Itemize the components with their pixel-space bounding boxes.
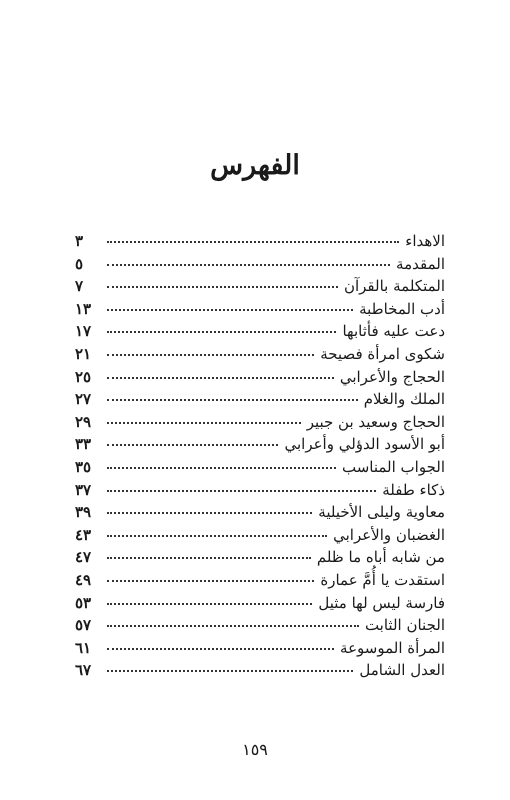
dot-leader xyxy=(107,557,311,559)
toc-row xyxy=(75,275,445,298)
toc-entry-title: الجنان الثابت xyxy=(364,616,445,635)
toc-entry-page: ٧ xyxy=(75,277,84,296)
toc-entry-title: المتكلمة بالقرآن xyxy=(343,277,445,296)
toc-entry-page: ٣٧ xyxy=(75,480,92,499)
toc-entry-title: الغضبان والأعرابي xyxy=(333,525,445,544)
toc-row xyxy=(75,366,445,389)
dot-leader xyxy=(107,512,312,514)
toc-entry-title: ذكاء طفلة xyxy=(382,480,445,499)
dot-leader xyxy=(107,422,301,424)
toc-entry-title: أدب المخاطبة xyxy=(359,299,445,318)
toc-entry-title: أبو الأسود الدؤلي وأعرابي xyxy=(284,435,445,454)
toc-entry-page: ٣٩ xyxy=(75,503,92,522)
toc-entry-title: من شابه أباه ما ظلم xyxy=(316,548,445,567)
toc-row xyxy=(75,569,445,592)
dot-leader xyxy=(107,264,390,266)
toc-row xyxy=(75,524,445,547)
toc-entry-title: المرأة الموسوعة xyxy=(340,638,445,657)
toc-entry-page: ٢٩ xyxy=(75,412,92,431)
toc-entry-page: ١٣ xyxy=(75,299,92,318)
toc-entry-page: ١٧ xyxy=(75,322,92,341)
toc-entry-page: ٣٣ xyxy=(75,435,92,454)
toc-row xyxy=(75,411,445,434)
toc-row xyxy=(75,320,445,343)
dot-leader xyxy=(107,377,334,379)
toc-entry-page: ٢١ xyxy=(75,344,92,363)
toc-entry-title: استقدت يا أُمَّ عمارة xyxy=(320,570,445,589)
toc-row xyxy=(75,456,445,479)
toc-entry-page: ٦١ xyxy=(75,638,92,657)
toc-entry-page: ٤٣ xyxy=(75,525,92,544)
toc-row xyxy=(75,501,445,524)
toc-entry-page: ٦٧ xyxy=(75,661,92,680)
dot-leader xyxy=(107,309,353,311)
dot-leader xyxy=(107,625,359,627)
dot-leader xyxy=(107,648,334,650)
dot-leader xyxy=(107,444,278,446)
dot-leader xyxy=(107,331,336,333)
toc-row xyxy=(75,659,445,682)
toc-entry-page: ٥٧ xyxy=(75,616,92,635)
toc-row xyxy=(75,614,445,637)
toc-entry-page: ٢٧ xyxy=(75,390,92,409)
dot-leader xyxy=(107,535,327,537)
toc-row xyxy=(75,298,445,321)
table-of-contents xyxy=(75,230,445,682)
toc-row xyxy=(75,546,445,569)
dot-leader xyxy=(107,354,314,356)
toc-entry-title: الملك والغلام xyxy=(363,390,445,409)
toc-row xyxy=(75,479,445,502)
toc-entry-title: الاهداء xyxy=(405,232,445,250)
toc-row xyxy=(75,592,445,615)
toc-entry-title: معاوية وليلى الأخيلية xyxy=(318,503,445,522)
toc-row xyxy=(75,343,445,366)
toc-entry-page: ٢٥ xyxy=(75,367,92,386)
toc-entry-page: ٥٣ xyxy=(75,593,92,612)
dot-leader xyxy=(107,580,314,582)
toc-entry-title: العدل الشامل xyxy=(359,661,445,680)
dot-leader xyxy=(107,670,353,672)
dot-leader xyxy=(107,286,338,288)
toc-row xyxy=(75,637,445,660)
toc-entry-page: ٣٥ xyxy=(75,457,92,476)
toc-entry-title: الجواب المناسب xyxy=(341,457,445,476)
toc-entry-page: ٥ xyxy=(75,254,84,273)
toc-row xyxy=(75,230,445,253)
dot-leader xyxy=(107,241,399,243)
toc-entry-page: ٤٩ xyxy=(75,570,92,589)
toc-entry-title: الحجاج والأعرابي xyxy=(339,367,445,386)
toc-row xyxy=(75,253,445,276)
toc-entry-page: ٤٧ xyxy=(75,548,92,567)
toc-entry-title: فارسة ليس لها مثيل xyxy=(318,593,445,612)
toc-row xyxy=(75,388,445,411)
toc-entry-title: الحجاج وسعيد بن جبير xyxy=(306,412,445,431)
dot-leader xyxy=(107,467,336,469)
toc-entry-page: ٣ xyxy=(75,232,84,250)
toc-row xyxy=(75,433,445,456)
dot-leader xyxy=(107,399,358,401)
page-title: الفهرس xyxy=(210,150,300,181)
toc-entry-title: شكوى امرأة فصيحة xyxy=(320,344,445,363)
page-number: ١٥٩ xyxy=(242,740,268,759)
toc-entry-title: المقدمة xyxy=(396,254,445,273)
toc-entry-title: دعت عليه فأثابها xyxy=(342,322,445,341)
dot-leader xyxy=(107,603,312,605)
dot-leader xyxy=(107,490,376,492)
